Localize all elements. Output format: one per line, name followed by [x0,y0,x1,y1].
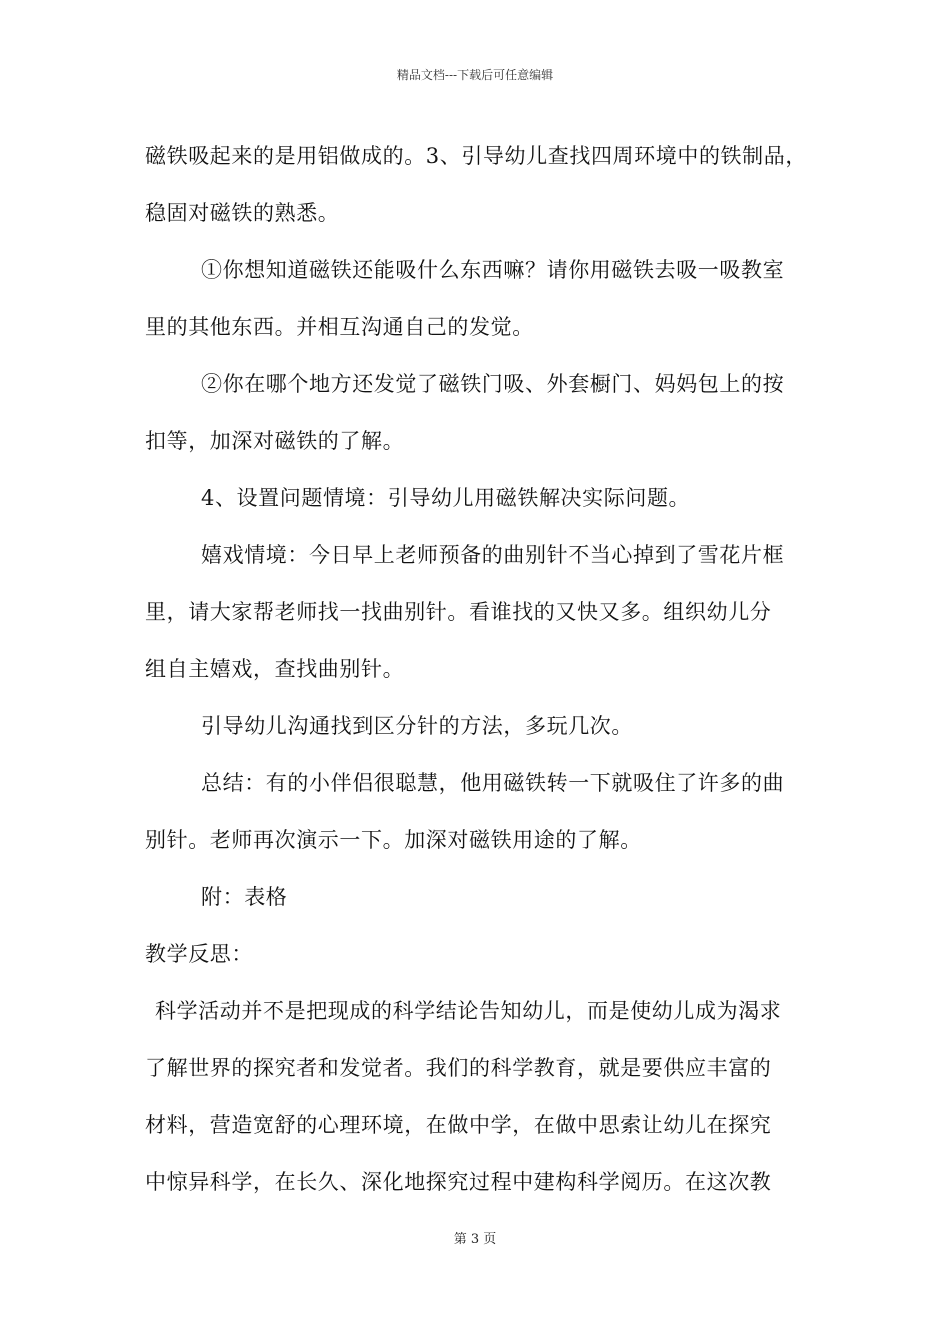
text-line: 里，请大家帮老师找一找曲别针。看谁找的又快又多。组织幼儿分 [145,600,772,624]
text-line: 引导幼儿沟通找到区分针的方法，多玩几次。 [201,714,633,738]
text-line: 扣等，加深对磁铁的了解。 [145,429,405,453]
text-line: 科学活动并不是把现成的科学结论告知幼儿，而是使幼儿成为渴求 [155,999,782,1023]
text-line: 总结：有的小伴侣很聪慧，他用磁铁转一下就吸住了许多的曲 [201,771,785,795]
page-number: 第 3 页 [453,1232,497,1247]
text-line: 附：表格 [201,885,288,909]
text-line: 磁铁吸起来的是用铝做成的。3、引导幼儿查找四周环境中的铁制品， [145,144,807,168]
text-line: 4、设置问题情境：引导幼儿用磁铁解决实际问题。 [201,486,691,510]
text-line: 组自主嬉戏，查找曲别针。 [145,657,405,681]
document-body [145,128,813,1211]
page-header: 精品文档---下载后可任意编辑 [396,68,554,82]
text-line: 了解世界的探究者和发觉者。我们的科学教育，就是要供应丰富的 [145,1056,772,1080]
text-line: ②你在哪个地方还发觉了磁铁门吸、外套橱门、妈妈包上的按 [201,372,785,396]
text-line: 材料，营造宽舒的心理环境，在做中学，在做中思索让幼儿在探究 [145,1113,772,1137]
text-line: 稳固对磁铁的熟悉。 [145,201,340,225]
text-line: 中惊异科学，在长久、深化地探究过程中建构科学阅历。在这次教 [145,1170,772,1194]
text-line: 别针。老师再次演示一下。加深对磁铁用途的了解。 [145,828,642,852]
section-heading: 教学反思： [145,942,253,966]
text-line: 嬉戏情境：今日早上老师预备的曲别针不当心掉到了雪花片框 [201,543,785,567]
text-line: ①你想知道磁铁还能吸什么东西嘛？请你用磁铁去吸一吸教室 [201,258,785,282]
text-line: 里的其他东西。并相互沟通自己的发觉。 [145,315,534,339]
